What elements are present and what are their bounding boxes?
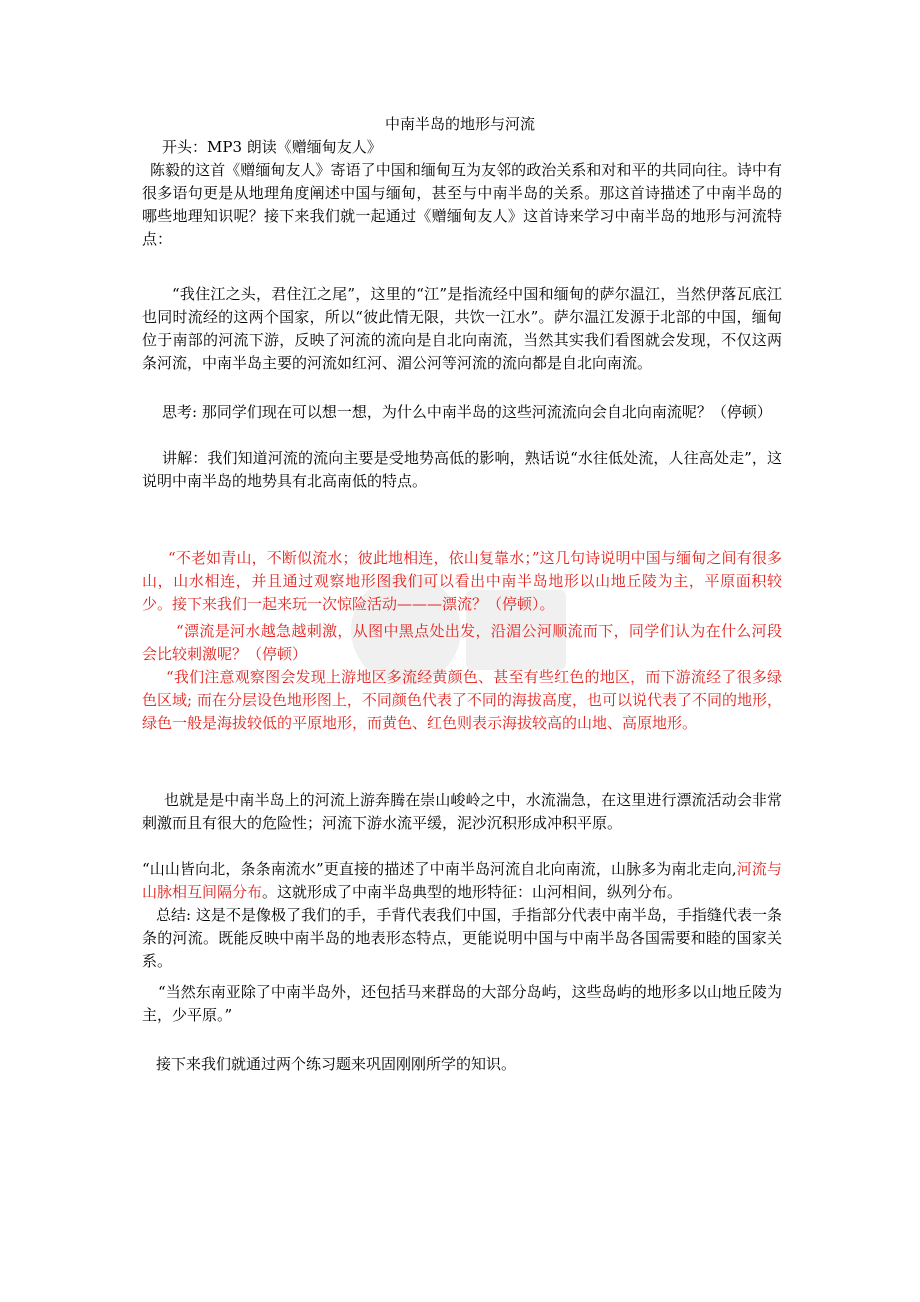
paragraph-map-colors: “我们注意观察图会发现上游地区多流经黄颜色、甚至有些红色的地区，而下游流经了很多绿色区域; 而在分层设色地形图上，不同颜色代表了不同的海拔高度，也可以说代表了不同的地形，绿色一般是海拔较低的平原地形，而黄色、红色则表示海拔较高的山地、高原地形。 [142, 668, 782, 732]
paragraph-upstream: 也就是是中南半岛上的河流上游奔腾在崇山峻岭之中，水流湍急，在这里进行漂流活动会非常刺激而且有很大的危险性；河流下游水流平缓，泥沙沉积形成冲积平原。 [142, 791, 782, 832]
paragraph-rafting: “漂流是河水越急越刺激，从图中黑点处出发，沿湄公河顺流而下，同学们认为在什么河段会比较刺激呢？（停顿） [142, 622, 782, 663]
highlight-river-mountain: 河流与山脉相互间隔分布 [142, 860, 782, 901]
paragraph-summary: 总结: 这是不是像极了我们的手，手背代表我们中国，手指部分代表中南半岛，手指缝代表一条条的河流。既能反映中南半岛的地表形态特点，更能说明中国与中南半岛各国需要和睦的国家关系。 [142, 906, 782, 970]
paragraph-mountains: “不老如青山，不断似流水；彼此地相连，依山复靠水；”这几句诗说明中国与缅甸之间有很多山，山水相连，并且通过观察地形图我们可以看出中南半岛地形以山地丘陵为主，平原面积较少。接下来我们一起来玩一次惊险活动———漂流？（停顿）。 [142, 549, 782, 613]
paragraph-poem-intro: 陈毅的这首《赠缅甸友人》寄语了中国和缅甸互为友邻的政治关系和对和平的共同向往。诗中有很多语句更是从地理角度阐述中国与缅甸，甚至与中南半岛的关系。那这首诗描述了中南半岛的哪些地理知识呢？接下来我们就一起通过《赠缅甸友人》这首诗来学习中南半岛的地形与河流特点： [142, 161, 782, 248]
document-title: 中南半岛的地形与河流 [384, 115, 535, 133]
mountains-north-text: “山山皆向北，条条南流水”更直接的描述了中南半岛河流自北向南流，山脉多为南北走向, [142, 860, 737, 878]
paragraph-question: 思考: 那同学们现在可以想一想，为什么中南半岛的这些河流流向会自北向南流呢？（停顿） [162, 403, 772, 421]
mountains-north-tail: 。这就形成了中南半岛典型的地形特征：山河相间，纵列分布。 [262, 883, 683, 901]
paragraph-explanation: 讲解：我们知道河流的流向主要是受地势高低的影响，熟话说“水往低处流，人往高处走”，这说明中南半岛的地势具有北高南低的特点。 [142, 449, 782, 490]
paragraph-exercises: 接下来我们就通过两个练习题来巩固刚刚所学的知识。 [156, 1055, 517, 1073]
paragraph-southeast-asia: “当然东南亚除了中南半岛外，还包括马来群岛的大部分岛屿，这些岛屿的地形多以山地丘陵为主，少平原。” [142, 983, 782, 1024]
paragraph-mountains-north [142, 858, 782, 904]
paragraph-river-flow: “我住江之头，君住江之尾”，这里的“江”是指流经中国和缅甸的萨尔温江，当然伊落瓦底江也同时流经的这两个国家，所以“彼此情无限，共饮一江水”。萨尔温江发源于北部的中国，缅甸位于南部的河流下游，反映了河流的流向是自北向南流，当然其实我们看图就会发现，不仅这两条河流，中南半岛主要的河流如红河、湄公河等河流的流向都是自北向南流。 [142, 285, 782, 372]
intro-label: 开头：MP3 朗读《赠缅甸友人》 [162, 138, 382, 156]
